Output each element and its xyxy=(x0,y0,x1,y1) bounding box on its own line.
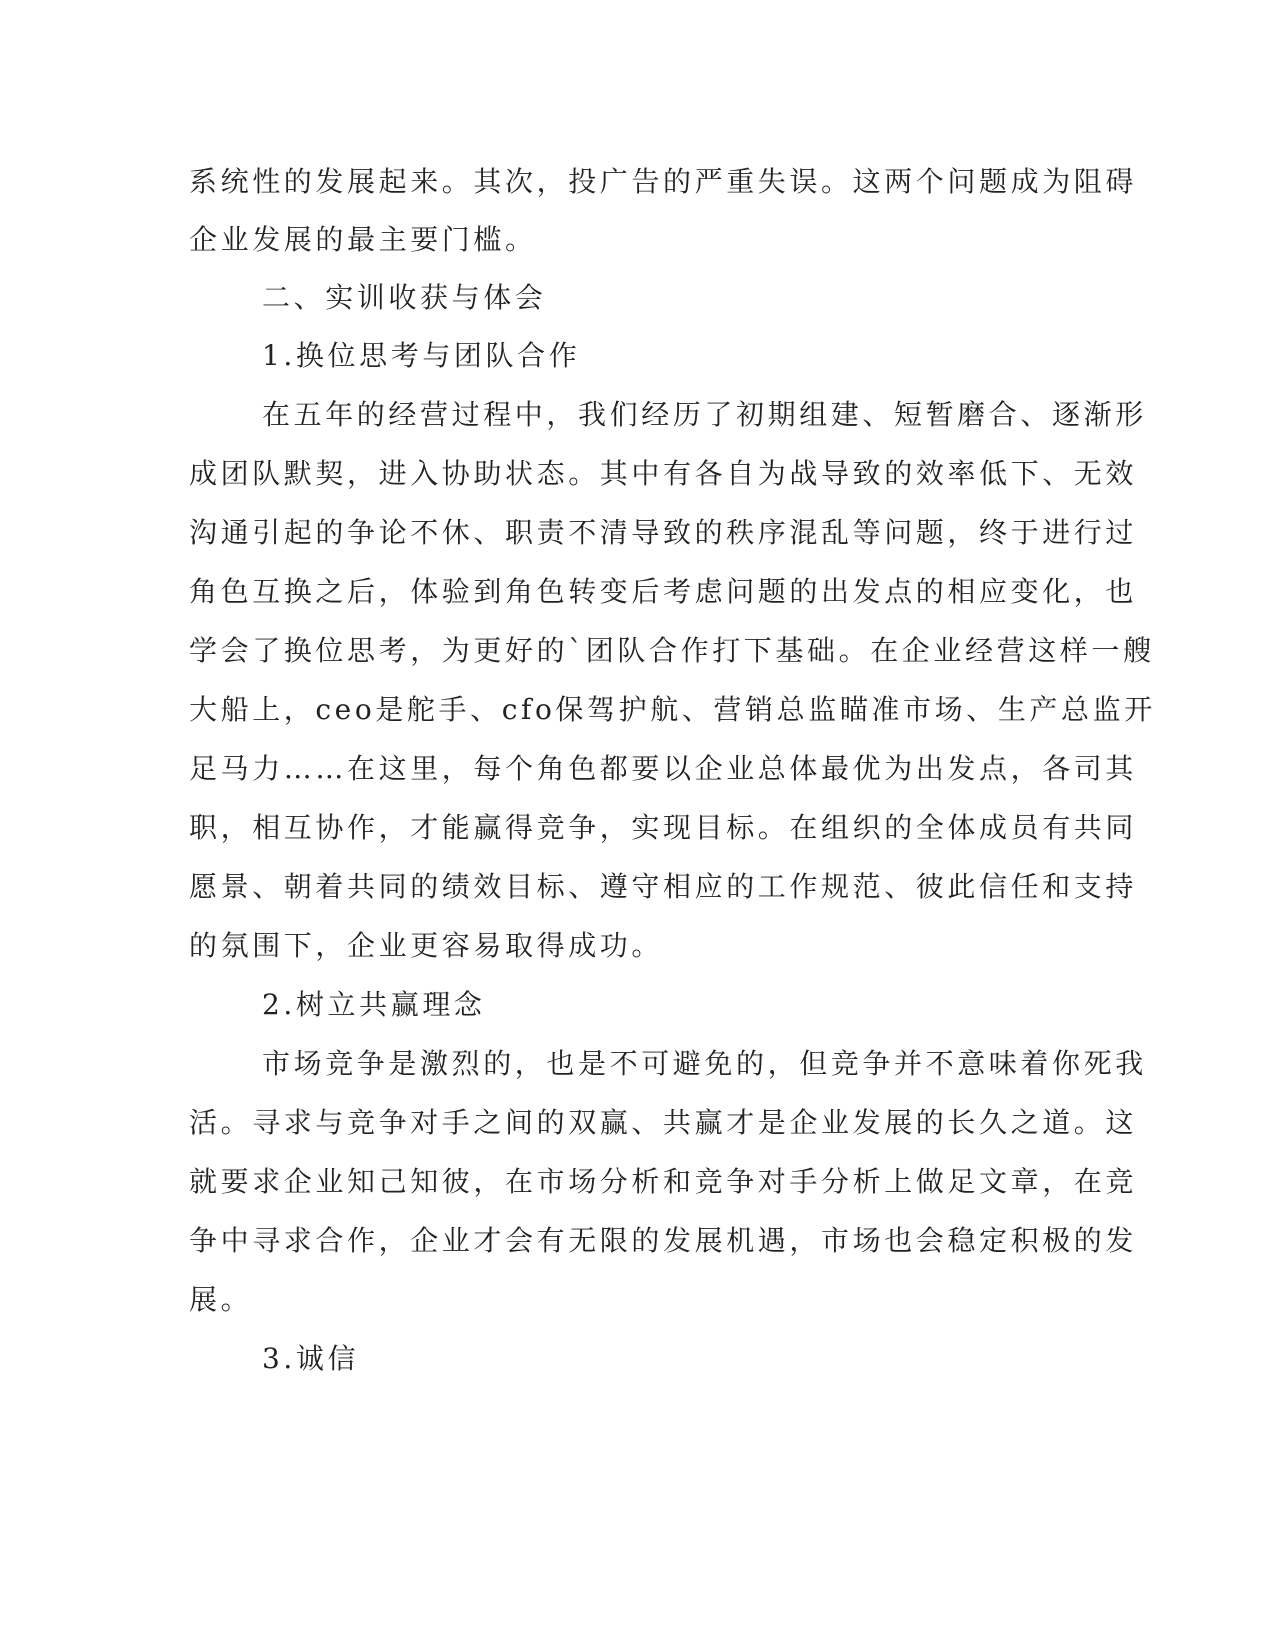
paragraph-line: 系统性的发展起来。其次，投广告的严重失误。这两个问题成为阻碍 xyxy=(189,165,1138,198)
paragraph-line: 学会了换位思考，为更好的`团队合作打下基础。在企业经营这样一艘 xyxy=(189,634,1155,667)
paragraph-line: 角色互换之后，体验到角色转变后考虑问题的出发点的相应变化，也 xyxy=(189,575,1138,608)
paragraph-line: 沟通引起的争论不休、职责不清导致的秩序混乱等问题，终于进行过 xyxy=(189,516,1138,549)
paragraph-line: 在五年的经营过程中，我们经历了初期组建、短暂磨合、逐渐形 xyxy=(262,398,1147,431)
paragraph-line: 企业发展的最主要门槛。 xyxy=(189,223,537,256)
section-heading: 二、实训收获与体会 xyxy=(262,281,547,314)
paragraph-line: 愿景、朝着共同的绩效目标、遵守相应的工作规范、彼此信任和支持 xyxy=(189,870,1138,903)
paragraph-line: 就要求企业知己知彼，在市场分析和竞争对手分析上做足文章，在竞 xyxy=(189,1165,1138,1198)
paragraph-line: 的氛围下，企业更容易取得成功。 xyxy=(189,929,664,962)
subsection-heading: 1.换位思考与团队合作 xyxy=(262,339,581,372)
paragraph-line: 活。寻求与竞争对手之间的双赢、共赢才是企业发展的长久之道。这 xyxy=(189,1106,1138,1139)
subsection-heading: 2.树立共赢理念 xyxy=(262,988,486,1021)
paragraph-line: 市场竞争是激烈的，也是不可避免的，但竞争并不意味着你死我 xyxy=(262,1047,1147,1080)
paragraph-line: 大船上，ceo是舵手、cfo保驾护航、营销总监瞄准市场、生产总监开 xyxy=(189,693,1156,726)
paragraph-line: 足马力……在这里，每个角色都要以企业总体最优为出发点，各司其 xyxy=(189,752,1138,785)
subsection-heading: 3.诚信 xyxy=(262,1342,360,1375)
paragraph-line: 展。 xyxy=(189,1283,253,1316)
paragraph-line: 成团队默契，进入协助状态。其中有各自为战导致的效率低下、无效 xyxy=(189,457,1138,490)
paragraph-line: 争中寻求合作，企业才会有无限的发展机遇，市场也会稳定积极的发 xyxy=(189,1224,1138,1257)
paragraph-line: 职，相互协作，才能赢得竞争，实现目标。在组织的全体成员有共同 xyxy=(189,811,1138,844)
